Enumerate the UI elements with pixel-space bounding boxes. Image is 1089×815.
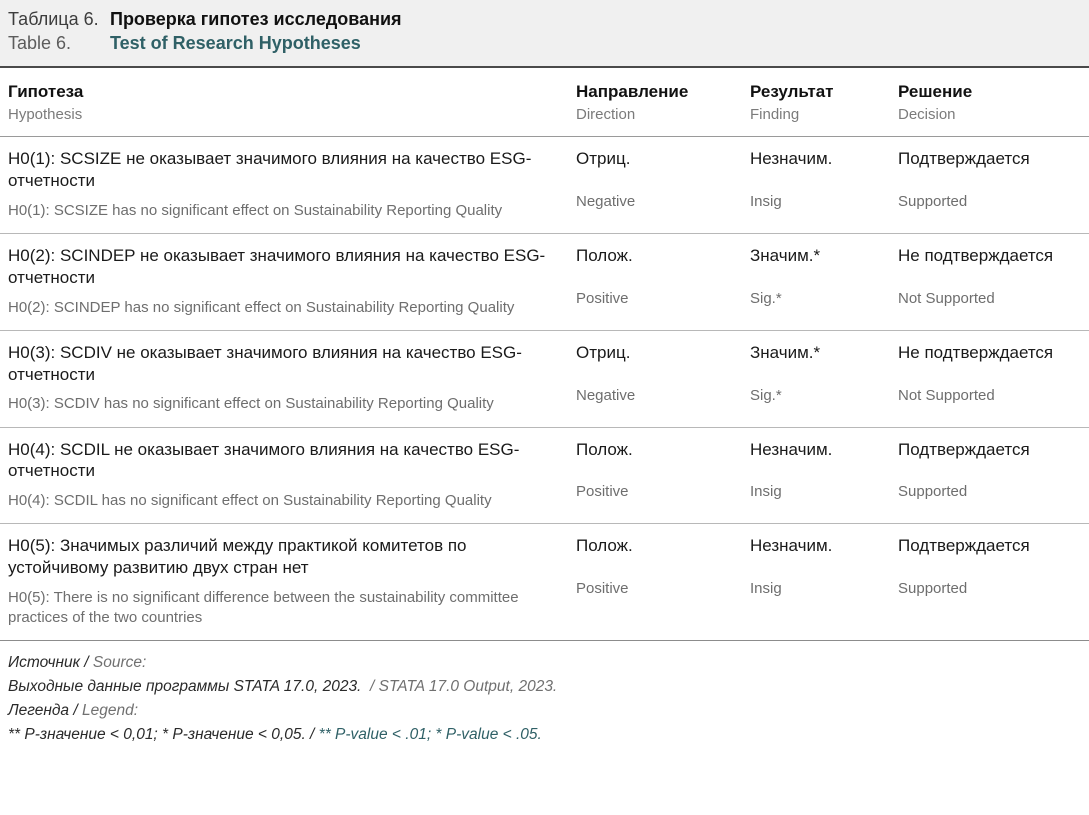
hypothesis-en: H0(5): There is no significant difference between the sustainability committee practices of the two countries <box>8 588 519 626</box>
cell-hypothesis <box>0 137 568 234</box>
table-header-row <box>0 67 1089 137</box>
cell-decision <box>890 427 1089 524</box>
legend-value-ru: ** Р-значение < 0,01; * Р-значение < 0,05. / <box>8 726 315 744</box>
decision-ru: Подтверждается <box>898 536 1030 556</box>
decision-en: Not Supported <box>898 289 995 307</box>
legend-value-en: ** P-value < .01; * P-value < .05. <box>314 726 542 744</box>
finding-ru: Незначим. <box>750 439 833 459</box>
note-source-label <box>8 651 1081 675</box>
direction-en: Positive <box>576 483 629 501</box>
source-value-en: / STATA 17.0 Output, 2023. <box>365 678 558 696</box>
cell-decision <box>890 330 1089 427</box>
hypothesis-en: H0(2): SCINDEP has no significant effect on Sustainability Reporting Quality <box>8 298 515 316</box>
direction-ru: Полож. <box>576 246 633 265</box>
finding-ru: Незначим. <box>750 149 833 169</box>
finding-en: Sig.* <box>750 386 782 404</box>
finding-en: Insig <box>750 580 782 597</box>
finding-en: Insig <box>750 193 782 210</box>
cell-hypothesis <box>0 427 568 524</box>
table-notes <box>0 641 1089 747</box>
decision-en: Not Supported <box>898 386 995 404</box>
hypothesis-ru: H0(4): SCDIL не оказывает значимого влияния на качество ESG-отчетности <box>8 439 520 481</box>
caption-title-en: Test of Research Hypotheses <box>110 32 361 53</box>
finding-en: Sig.* <box>750 289 782 307</box>
direction-ru: Полож. <box>576 536 633 556</box>
cell-direction <box>568 137 742 234</box>
column-header-hypothesis-ru: Гипотеза <box>8 81 84 101</box>
table-row <box>0 137 1089 234</box>
column-header-direction-en: Direction <box>576 105 636 123</box>
column-header-hypothesis-en: Hypothesis <box>8 105 83 123</box>
hypothesis-ru: H0(5): Значимых различий между практикой комитетов по устойчивому развитию двух стран нет <box>8 536 467 577</box>
column-header-direction <box>568 67 742 137</box>
finding-ru: Значим.* <box>750 246 821 265</box>
cell-direction <box>568 234 742 331</box>
caption-label-en: Table 6. <box>8 32 72 53</box>
cell-finding <box>742 524 890 641</box>
table-head <box>0 67 1089 137</box>
finding-en: Insig <box>750 483 782 501</box>
finding-ru: Незначим. <box>750 536 833 556</box>
cell-finding <box>742 137 890 234</box>
cell-finding <box>742 234 890 331</box>
decision-en: Supported <box>898 483 968 501</box>
decision-ru: Не подтверждается <box>898 246 1054 265</box>
legend-label-en: Legend: <box>81 702 139 720</box>
direction-en: Positive <box>576 580 629 597</box>
cell-decision <box>890 524 1089 641</box>
cell-decision <box>890 234 1089 331</box>
source-label-ru: Источник / <box>8 654 93 672</box>
direction-en: Negative <box>576 193 636 210</box>
direction-en: Positive <box>576 289 629 307</box>
note-source-value <box>8 675 1081 699</box>
source-label-en: Source: <box>92 654 147 672</box>
decision-ru: Подтверждается <box>898 439 1030 459</box>
cell-hypothesis <box>0 524 568 641</box>
decision-ru: Подтверждается <box>898 149 1030 169</box>
legend-label-ru: Легенда / <box>8 702 82 720</box>
column-header-decision-en: Decision <box>898 105 956 123</box>
note-legend-label <box>8 699 1081 723</box>
direction-ru: Отриц. <box>576 342 631 362</box>
note-legend-value <box>8 723 1081 747</box>
table-body <box>0 137 1089 641</box>
hypothesis-en: H0(4): SCDIL has no significant effect on Sustainability Reporting Quality <box>8 492 492 509</box>
caption-row-ru <box>8 8 1081 32</box>
column-header-finding <box>742 67 890 137</box>
hypothesis-en: H0(1): SCSIZE has no significant effect on Sustainability Reporting Quality <box>8 201 503 219</box>
cell-finding <box>742 330 890 427</box>
table-row <box>0 330 1089 427</box>
direction-ru: Отриц. <box>576 149 631 169</box>
cell-decision <box>890 137 1089 234</box>
hypothesis-ru: H0(1): SCSIZE не оказывает значимого влияния на качество ESG-отчетности <box>8 149 532 190</box>
cell-direction <box>568 330 742 427</box>
source-value-ru: Выходные данные программы STATA 17.0, 2023. <box>8 678 366 696</box>
column-header-direction-ru: Направление <box>576 81 689 101</box>
decision-ru: Не подтверждается <box>898 342 1054 362</box>
hypothesis-en: H0(3): SCDIV has no significant effect on Sustainability Reporting Quality <box>8 395 494 413</box>
caption-title-ru: Проверка гипотез исследования <box>110 9 402 29</box>
table-row <box>0 524 1089 641</box>
decision-en: Supported <box>898 193 968 210</box>
cell-hypothesis <box>0 234 568 331</box>
cell-finding <box>742 427 890 524</box>
hypothesis-ru: H0(3): SCDIV не оказывает значимого влияния на качество ESG-отчетности <box>8 342 522 384</box>
cell-direction <box>568 524 742 641</box>
table-row <box>0 427 1089 524</box>
finding-ru: Значим.* <box>750 342 821 362</box>
direction-ru: Полож. <box>576 439 633 459</box>
table-caption <box>0 0 1089 66</box>
column-header-decision-ru: Решение <box>898 81 973 101</box>
table-row <box>0 234 1089 331</box>
hypotheses-table <box>0 66 1089 642</box>
cell-direction <box>568 427 742 524</box>
direction-en: Negative <box>576 386 636 404</box>
column-header-hypothesis <box>0 67 568 137</box>
decision-en: Supported <box>898 580 968 597</box>
caption-row-en <box>8 32 1081 56</box>
column-header-finding-en: Finding <box>750 105 800 123</box>
hypothesis-ru: H0(2): SCINDEP не оказывает значимого влияния на качество ESG-отчетности <box>8 246 546 287</box>
caption-label-ru: Таблица 6. <box>8 9 99 29</box>
column-header-finding-ru: Результат <box>750 81 834 101</box>
cell-hypothesis <box>0 330 568 427</box>
column-header-decision <box>890 67 1089 137</box>
